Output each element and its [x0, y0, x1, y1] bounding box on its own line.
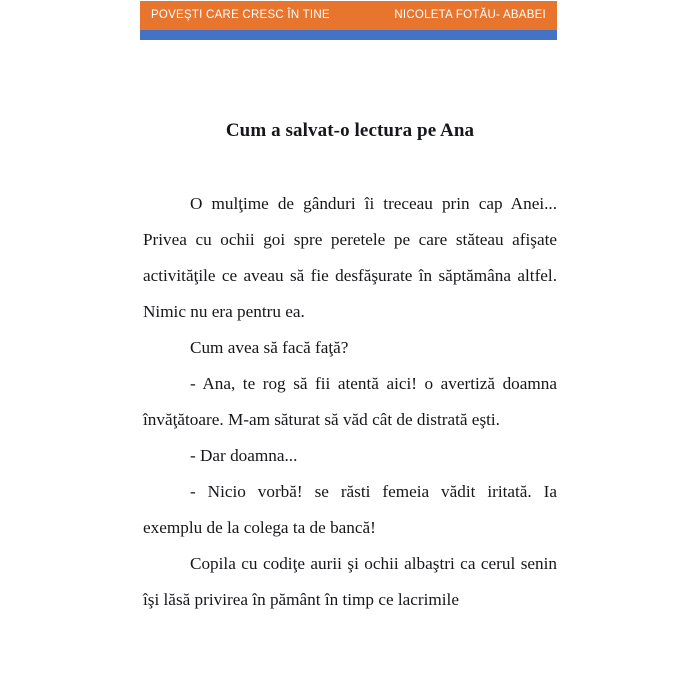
- header-blue-rule: [140, 30, 557, 40]
- body-paragraph: - Dar doamna...: [190, 445, 298, 465]
- body-paragraph: Copila cu codiţe aurii şi ochii albaştri ca cerul senin îşi lăsă privirea în pământ în timp ce lacrimile: [143, 553, 557, 609]
- body-paragraph: Cum avea să facă faţă?: [190, 337, 349, 357]
- body-paragraph: - Ana, te rog să fii atentă aici! o avertiză doamna învăţătoare. M-am săturat să văd cât de distrată eşti.: [143, 373, 557, 429]
- body-paragraph: - Nicio vorbă! se răsti femeia vădit iritată. Ia exemplu de la colega ta de bancă!: [143, 481, 557, 537]
- header-author-name: NICOLETA FOTĂU- ABABEI: [394, 8, 546, 21]
- body-paragraph: O mulţime de gânduri îi treceau prin cap Anei... Privea cu ochii goi spre peretele pe care stăteau afişate activităţile ce aveau să fie desfăşurate în săptămâna altfel. Nimic nu era pentru ea.: [143, 193, 557, 321]
- story-title: Cum a salvat-o lectura pe Ana: [225, 120, 475, 141]
- header-color-bar: [140, 1, 557, 30]
- page-content: [143, 118, 557, 618]
- story-body: [143, 186, 557, 618]
- running-header: [140, 1, 557, 40]
- header-book-title: POVEŞTI CARE CRESC ÎN TINE: [151, 8, 330, 21]
